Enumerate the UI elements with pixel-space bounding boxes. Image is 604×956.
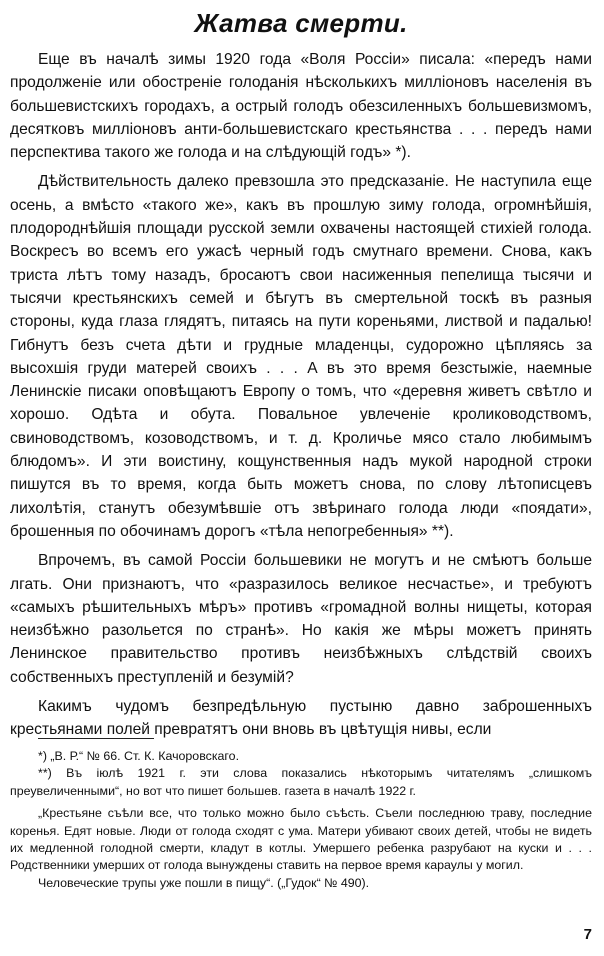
paragraph-1: Еще въ началѣ зимы 1920 года «Воля Россіи» писала: «передъ нами продолженіе или обостреніе голоданія нѣсколькихъ милліоновъ населенія въ большевистскихъ городахъ, а острый голодъ обезсиленныхъ большевизмомъ, десятковъ милліоновъ анти-большевистскаго крестьянства . . . передъ нами перспектива такого же голода и на слѣдующій годъ» *). xyxy=(10,51,592,162)
paragraph-2: Дѣйствительность далеко превзошла это предсказаніе. Не наступила еще осень, а вмѣсто «такого же», какъ въ прошлую зиму голода, огромнѣйшія, плодороднѣйшія площади русской земли охвачены настоящей стихіей голода. Воскресъ во всемъ его ужасѣ черный годъ смутнаго времени. Снова, какъ триста лѣтъ тому назадъ, бросаютъ свои насиженныя пепелища тысячи и тысячи крестьянскихъ семей и бѣгутъ въ смертельной тоскѣ въ разныя стороны, куда глаза глядятъ, питаясь на пути кореньями, листвой и падалью! Гибнутъ безъ счета дѣти и грудные младенцы, судорожно цѣпляясь за высохшія груди матерей своихъ . . . А въ это время безстыжіе, наемные Ленинскіе писаки оповѣщаютъ Европу о томъ, что «деревня живетъ свѣтло и хорошо. Одѣта и обута. Повальное увлеченіе кролиководствомъ, свиноводствомъ, козоводствомъ, и т. д. Кроличье мясо стало любимымъ блюдомъ». И эти воистину, кощунственныя надъ мукой народной строки пишутся въ то время, когда быть можетъ снова, по слову лѣтописцевъ лихолѣтія, станутъ обезумѣвшіе отъ звѣринаго голода люди «поядати», брошенныя по обочинамъ дорогъ «тѣла непогребенныя» **). xyxy=(10,173,592,540)
footnote-quote: „Крестьяне съѣли все, что только можно было съѣсть. Съели последнюю траву, последние коренья. Едят новые. Люди от голода сходят с ума. Матери убивают своих детей, чтобы не видеть их медленной голодной смерти, кладут в котлы. Умершего ребенка разрубают на куски и . . . Родственники умерших от голода вынуждены ставить на первое время караулы у могил. xyxy=(10,806,592,873)
footnote-2: **) Въ іюлѣ 1921 г. эти слова показались нѣкоторымъ читателямъ „слишкомъ преувеличенными“, но вот что пишет большев. газета в началѣ 1922 г. xyxy=(10,766,592,798)
main-text xyxy=(10,48,592,748)
footnote-quote-end: Человеческие трупы уже пошли в пищу“. („Гудок“ № 490). xyxy=(38,875,370,890)
paragraph-3: Впрочемъ, въ самой Россіи большевики не могутъ и не смѣютъ больше лгать. Они признаютъ, что «разразилось великое несчастье», и требуютъ «самыхъ рѣшительныхъ мѣръ» противъ «громадной волны нищеты, которая неизбѣжно разольется по странѣ». Но какія же мѣры можетъ принять Ленинское правительство противъ неизбѣжныхъ слѣдствій своихъ собственныхъ преступленій и безумій? xyxy=(10,552,592,686)
book-page xyxy=(10,0,592,956)
footnote-1: *) „В. Р.“ № 66. Ст. К. Качоровскаго. xyxy=(38,749,240,763)
paragraph-4: Какимъ чудомъ безпредѣльную пустыню давно заброшенныхъ крестьянами полей превратятъ они вновь въ цвѣтущія нивы, если xyxy=(10,698,592,739)
page-number: 7 xyxy=(583,926,592,943)
footnotes xyxy=(10,748,592,892)
footnote-divider xyxy=(38,738,154,739)
chapter-title: Жатва смерти. xyxy=(194,8,408,38)
